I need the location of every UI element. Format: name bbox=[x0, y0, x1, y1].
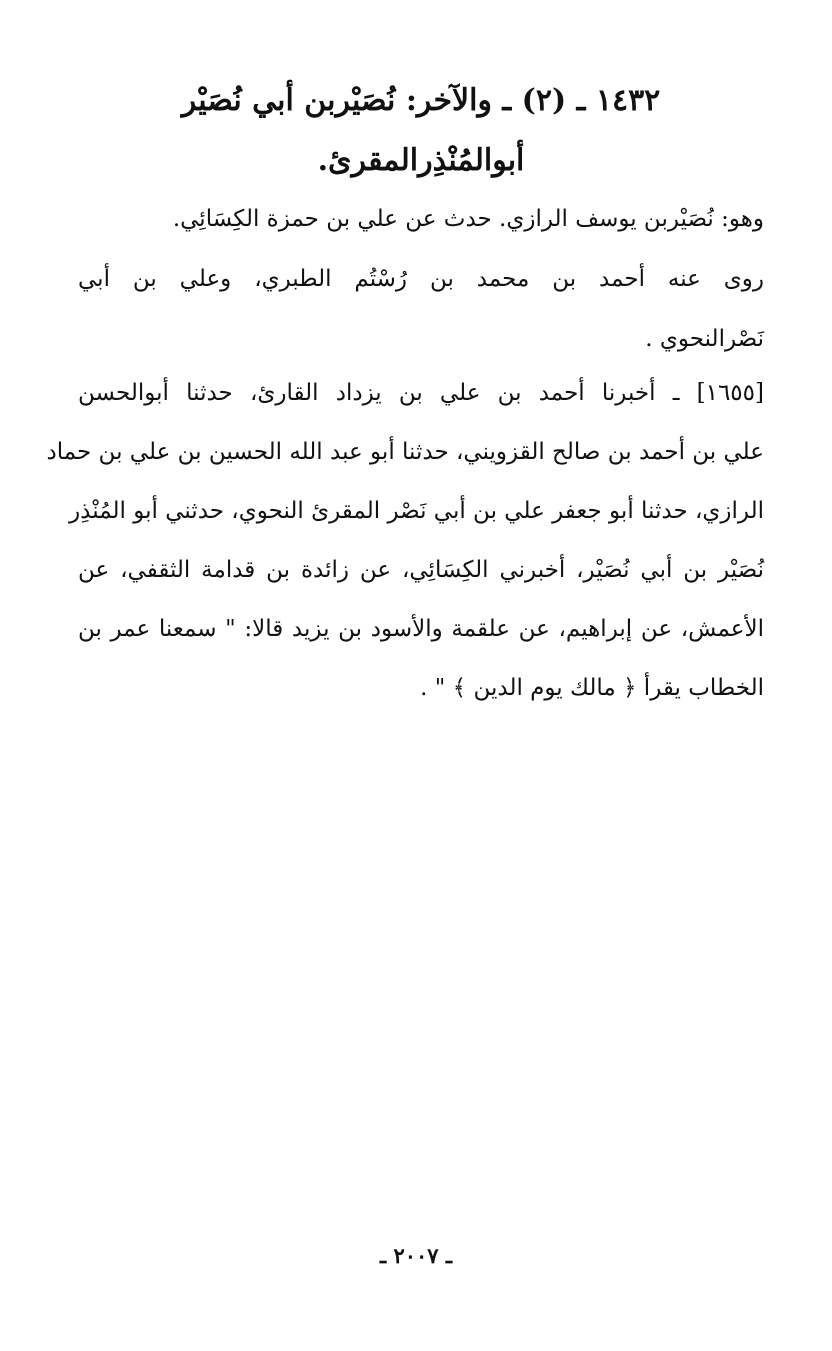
entry-heading-line-2: أبوالمُنْذِرالمقرئ. bbox=[317, 143, 525, 178]
hadith-line-2: علي بن أحمد بن صالح القزويني، حدثنا أبو عبد الله الحسين بن علي بن حماد bbox=[46, 439, 764, 465]
hadith-line-1: [١٦٥٥] ـ أخبرنا أحمد بن علي بن يزداد القارئ، حدثنا أبوالحسن bbox=[78, 380, 764, 406]
hadith-line-4: نُصَيْر بن أبي نُصَيْر، أخبرني الكِسَائِي، عن زائدة بن قدامة الثقفي، عن bbox=[78, 557, 764, 583]
hadith-line-5: الأعمش، عن إبراهيم، عن علقمة والأسود بن يزيد قالا: " سمعنا عمر بن bbox=[78, 616, 764, 642]
entry-heading-line-1: ١٤٣٢ ـ (٢) ـ والآخر: نُصَيْربن أبي نُصَيْر bbox=[181, 83, 661, 118]
intro-line-2: روى عنه أحمد بن محمد بن رُسْتُم الطبري، وعلي بن أبي bbox=[78, 266, 764, 292]
hadith-line-6: الخطاب يقرأ ﴿ مالك يوم الدين ﴾ " . bbox=[420, 675, 764, 701]
intro-line-3: نَصْرالنحوي . bbox=[645, 326, 764, 352]
page-number: ـ ٢٠٠٧ ـ bbox=[379, 1243, 453, 1268]
intro-line-1: وهو: نُصَيْربن يوسف الرازي. حدث عن علي بن حمزة الكِسَائِي. bbox=[172, 206, 764, 232]
hadith-line-3: الرازي، حدثنا أبو جعفر علي بن أبي نَصْر المقرئ النحوي، حدثني أبو المُنْذِر bbox=[69, 498, 764, 524]
